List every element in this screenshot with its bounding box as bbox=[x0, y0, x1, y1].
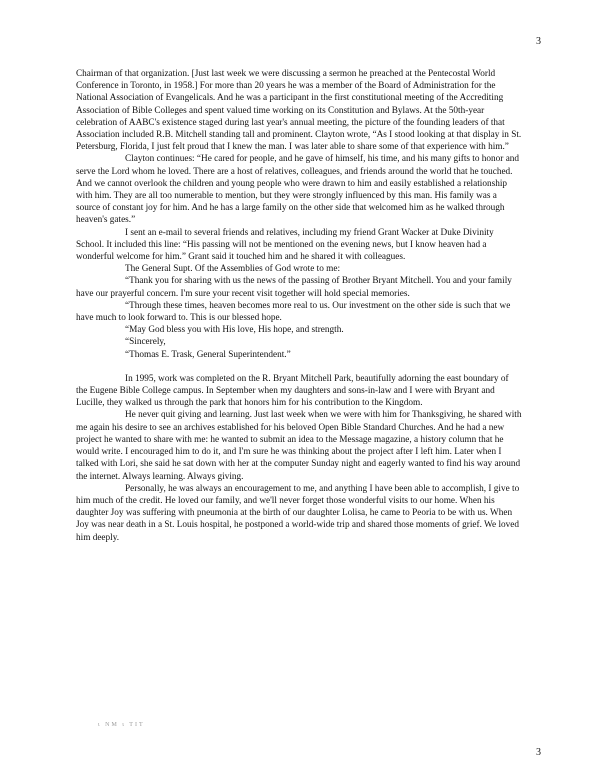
letter-through-these-times: “Through these times, heaven becomes more real to us. Our investment on the other side is such that we have much to look forward to. This is our blessed hope. bbox=[76, 300, 511, 324]
letter-thank-you: “Thank you for sharing with us the news of the passing of Brother Bryant Mitchell. You and your family have our prayerful concern. I'm sure your recent visit together will hold special memories. bbox=[76, 276, 512, 299]
document-body bbox=[76, 68, 522, 544]
page-number-top: 3 bbox=[536, 36, 541, 47]
section-spacer bbox=[76, 361, 522, 373]
letter-sincerely: “Sincerely, bbox=[125, 337, 166, 348]
paragraph-general-supt: The General Supt. Of the Assemblies of God wrote to me: bbox=[125, 264, 341, 275]
paragraph-park: In 1995, work was completed on the R. Bryant Mitchell Park, beautifully adorning the east boundary of the Eugene Bible College campus. In September when my daughters and sons-in-law and I were with Bryant and Lucille, they walked us through the park that honors him for his contribution to the Kingdom. bbox=[76, 373, 509, 409]
paragraph-email: I sent an e-mail to several friends and relatives, including my friend Grant Wacker at Duke Divinity School. It included this line: “His passing will not be mentioned on the evening news, but I know heaven had a wonderful welcome for him.” Grant said it touched him and he shared it with colleagues. bbox=[76, 227, 494, 263]
scan-smudge: ι ΝΜ ι ΤΙΤ bbox=[98, 722, 145, 728]
paragraph-personally: Personally, he was always an encouragement to me, and anything I have been able to accomplish, I give to him much of the credit. He loved our family, and we'll never forget those wonderful visits to our home. When his daughter Joy was suffering with pneumonia at the birth of our daughter Lolisa, he came to Peoria to be with us. When Joy was near death in a St. Louis hospital, he postponed a world-wide trip and shared those moments of grief. We loved him deeply. bbox=[76, 483, 520, 543]
letter-may-god-bless: “May God bless you with His love, His hope, and strength. bbox=[125, 325, 344, 336]
letter-signature: “Thomas E. Trask, General Superintendent.” bbox=[125, 349, 291, 360]
paragraph-never-quit: He never quit giving and learning. Just last week when we were with him for Thanksgiving, he shared with me again his desire to see an archives established for his beloved Open Bible Standard Churches. And he had a new project he wanted to share with me: he wanted to submit an idea to the Message magazine, a history column that he would write. I encouraged him to do it, and I'm sure he was thinking about the project after I left him. Later when I talked with Lori, she said he sat down with her at the computer Sunday night and eagerly wanted to find his way around the internet. Always learning. Always giving. bbox=[76, 410, 522, 482]
paragraph-chairman: Chairman of that organization. [Just last week we were discussing a sermon he preached at the Pentecostal World Conference in Toronto, in 1958.] For more than 20 years he was a member of the Board of Administration for the National Association of Evangelicals. And he was a participant in the first constitutional meeting of the Accrediting Association of Bible Colleges and spent valued time working on its Constitution and Bylaws. At the 50th-year celebration of AABC's existence staged during last year's annual meeting, the picture of the founding leaders of that Association included R.B. Mitchell standing tall and prominent. Clayton wrote, “As I stood looking at that display in St. Petersburg, Florida, I just felt proud that I knew the man. I was later able to share some of that experience with him.” bbox=[76, 69, 522, 153]
page-number-bottom: 3 bbox=[536, 747, 541, 758]
paragraph-clayton-continues: Clayton continues: “He cared for people, and he gave of himself, his time, and his many gifts to honor and serve the Lord whom he loved. There are a host of relatives, colleagues, and friends around the world that he touched. And we cannot overlook the children and young people who were drawn to him and easily established a relationship with him. They are all too numerable to mention, but they were strongly influenced by this man. His family was a source of constant joy for him. And he has a large family on the other side that welcomed him as he walked through heaven's gates.” bbox=[76, 154, 520, 226]
